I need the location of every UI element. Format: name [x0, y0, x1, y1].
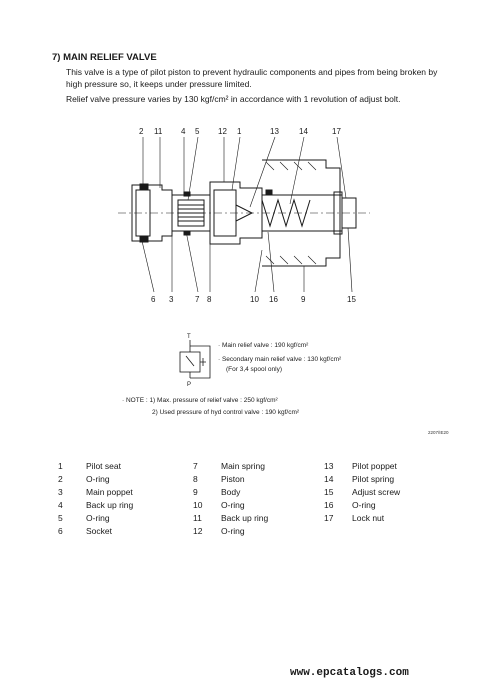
intro-line-1: This valve is a type of pilot piston to prevent hydraulic components and pipes from being broken by [66, 67, 438, 77]
list-item: 14 Pilot spring [324, 474, 395, 484]
spec-secondary-relief: · Secondary main relief valve : 130 kgf/cm² [218, 356, 342, 363]
o-ring-6 [140, 236, 148, 242]
list-item: 13 Pilot poppet [324, 461, 397, 471]
spec-main-relief: · Main relief valve : 190 kgf/cm² [218, 342, 309, 349]
note-line-2: 2) Used pressure of hyd control valve : 190 kgf/cm² [152, 409, 300, 416]
watermark-url: www.epcatalogs.com [290, 667, 409, 679]
callout-2: 2 [139, 127, 144, 136]
list-item: 7 Main spring [193, 461, 265, 471]
list-item: 5 O-ring [58, 513, 110, 523]
port-p-label: P [187, 382, 192, 388]
callout-3: 3 [169, 295, 174, 304]
o-ring-16 [266, 190, 272, 194]
port-t-label: T [187, 334, 191, 340]
note-line-1: · NOTE : 1) Max. pressure of relief valve : 250 kgf/cm² [122, 397, 278, 404]
intro-line-2: high pressure so, it keeps under pressure limited. [66, 79, 252, 89]
callout-9: 9 [301, 295, 306, 304]
back-up-ring-11 [184, 231, 190, 235]
list-item: 9 Body [193, 487, 241, 497]
spec-spool-note: (For 3,4 spool only) [226, 366, 282, 373]
callout-8: 8 [207, 295, 212, 304]
list-item: 15 Adjust screw [324, 487, 401, 497]
list-item: 4 Back up ring [58, 500, 134, 510]
callout-4: 4 [181, 127, 186, 136]
o-ring-2 [140, 184, 148, 190]
callout-14: 14 [299, 127, 308, 136]
callout-10: 10 [250, 295, 259, 304]
list-item: 1 Pilot seat [58, 461, 121, 471]
list-item: 17 Lock nut [324, 513, 385, 523]
list-item: 10 O-ring [193, 500, 245, 510]
callout-1: 1 [237, 127, 242, 136]
callout-5: 5 [195, 127, 200, 136]
callout-7: 7 [195, 295, 200, 304]
list-item: 12 O-ring [193, 526, 245, 536]
relief-valve-symbol [180, 340, 210, 378]
section-heading: 7) MAIN RELIEF VALVE [52, 52, 157, 63]
callout-12: 12 [218, 127, 227, 136]
list-item: 3 Main poppet [58, 487, 133, 497]
callout-6: 6 [151, 295, 156, 304]
list-item: 2 O-ring [58, 474, 110, 484]
callout-17: 17 [332, 127, 341, 136]
callout-13: 13 [270, 127, 279, 136]
figure-code: 2207/IE20 [428, 430, 449, 435]
list-item: 16 O-ring [324, 500, 376, 510]
list-item: 8 Piston [193, 474, 245, 484]
callout-16: 16 [269, 295, 278, 304]
list-item: 11 Back up ring [193, 513, 269, 523]
intro-pressure-note: Relief valve pressure varies by 130 kgf/cm² in accordance with 1 revolution of adjust bolt. [66, 94, 401, 104]
callout-15: 15 [347, 295, 356, 304]
callout-11: 11 [154, 127, 163, 136]
list-item: 6 Socket [58, 526, 112, 536]
